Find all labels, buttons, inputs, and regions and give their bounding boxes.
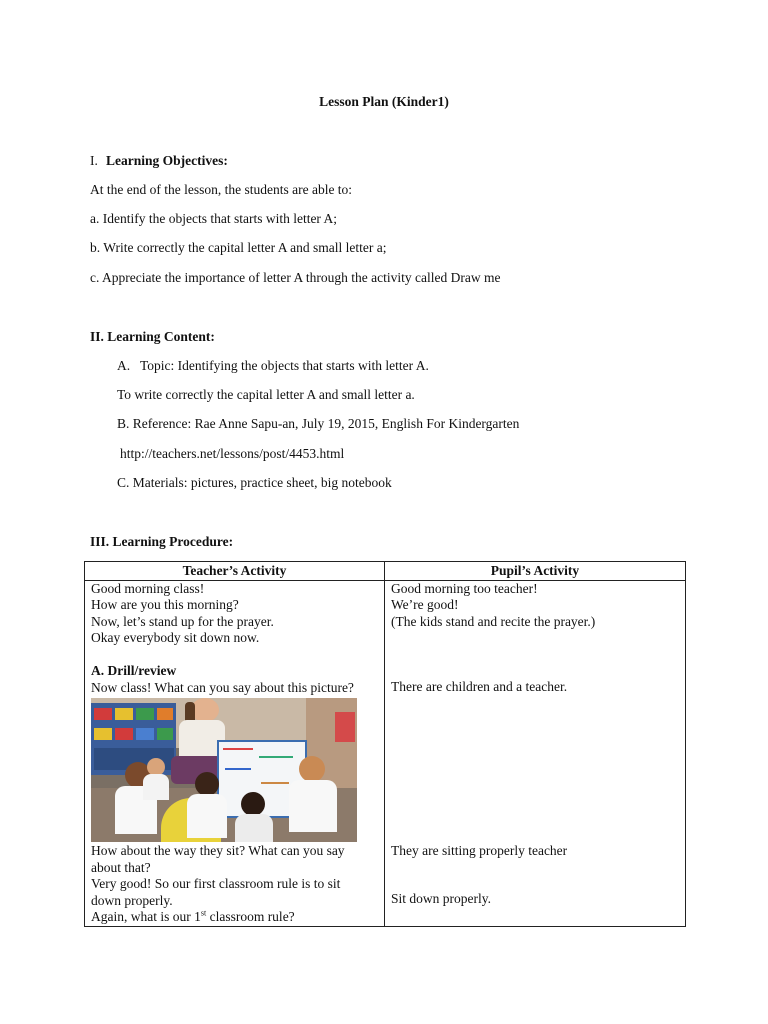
pupil-line: Good morning too teacher! <box>391 580 538 596</box>
superscript-st: st <box>200 908 207 918</box>
section2-heading: II. Learning Content: <box>90 329 215 344</box>
objective-c: c. Appreciate the importance of letter A through the activity called Draw me <box>90 270 501 285</box>
content-materials: C. Materials: pictures, practice sheet, big notebook <box>117 475 392 490</box>
teacher-line <box>91 909 378 926</box>
teacher-last-pre: Again, what is our 1 <box>91 909 201 924</box>
blank-line <box>391 859 679 891</box>
procedure-table <box>84 561 686 927</box>
content-topic-2: To write correctly the capital letter A and small letter a. <box>117 387 415 402</box>
page-title: Lesson Plan (Kinder1) <box>319 94 449 109</box>
content-reference-url: http://teachers.net/lessons/post/4453.html <box>120 446 345 461</box>
teacher-line: about that? <box>91 859 151 875</box>
content-reference: B. Reference: Rae Anne Sapu-an, July 19, 2015, English For Kindergarten <box>117 416 520 431</box>
pupil-activity-header: Pupil’s Activity <box>385 562 686 581</box>
teacher-activity-header: Teacher’s Activity <box>85 562 385 581</box>
teacher-activity-cell <box>85 580 385 926</box>
content-topic: A. Topic: Identifying the objects that starts with letter A. <box>117 358 429 373</box>
section1-heading: Learning Objectives: <box>106 153 228 168</box>
teacher-line: down properly. <box>91 892 173 908</box>
teacher-question: Now class! What can you say about this picture? <box>91 679 354 695</box>
blank-line <box>391 696 679 843</box>
blank-line <box>391 630 679 679</box>
pupil-line: They are sitting properly teacher <box>391 842 568 858</box>
objective-a: a. Identify the objects that starts with letter A; <box>90 211 338 226</box>
teacher-line: Good morning class! <box>91 580 205 596</box>
teacher-line: Okay everybody sit down now. <box>91 630 260 645</box>
pupil-line: Sit down properly. <box>391 891 491 906</box>
teacher-line: How about the way they sit? What can you say <box>91 843 345 858</box>
teacher-line: Now, let’s stand up for the prayer. <box>91 613 274 629</box>
pupil-line: We’re good! <box>391 597 459 612</box>
teacher-last-post: classroom rule? <box>206 909 295 924</box>
teacher-line: Very good! So our first classroom rule is to sit <box>91 876 341 891</box>
pupil-answer: There are children and a teacher. <box>391 679 568 694</box>
table-header-row <box>85 562 686 581</box>
drill-heading: A. Drill/review <box>91 663 177 678</box>
pupil-activity-cell <box>385 580 686 926</box>
classroom-photo <box>91 698 357 842</box>
objectives-intro: At the end of the lesson, the students are able to: <box>90 182 353 197</box>
section3-heading: III. Learning Procedure: <box>90 534 234 549</box>
pupil-line: (The kids stand and recite the prayer.) <box>391 613 596 629</box>
section1-numeral: I. <box>90 153 98 168</box>
blank-line <box>91 647 378 664</box>
table-row <box>85 580 686 926</box>
objective-b: b. Write correctly the capital letter A and small letter a; <box>90 240 387 255</box>
teacher-line: How are you this morning? <box>91 597 239 612</box>
